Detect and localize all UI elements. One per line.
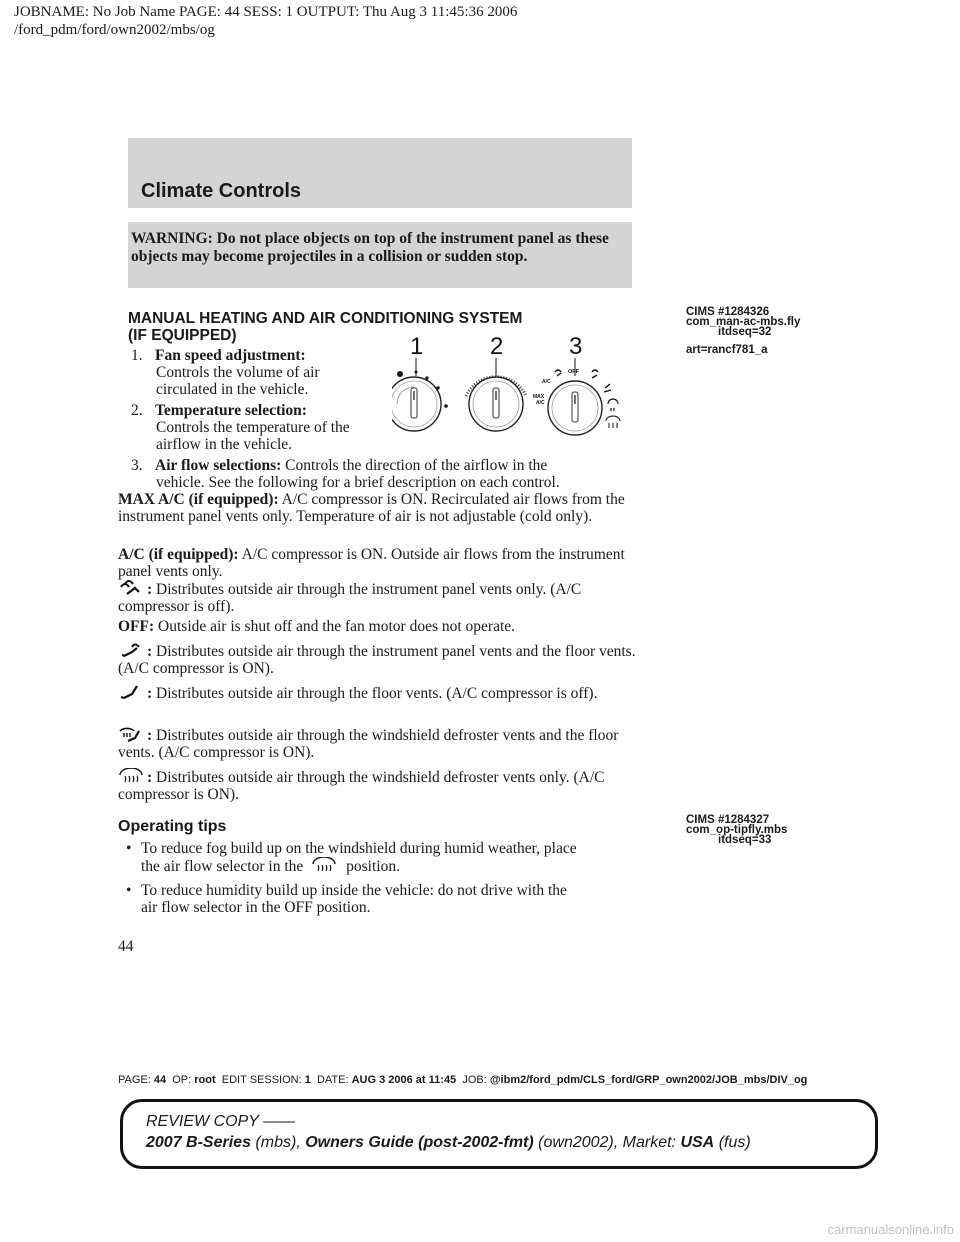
defrost-icon <box>118 768 144 784</box>
ac-label: A/C <box>542 379 551 385</box>
item-text: Controls the volume of air <box>156 364 320 381</box>
tip-text: To reduce fog build up on the windshield during humid weather, place <box>141 840 577 857</box>
bullet: • <box>126 882 132 899</box>
callout-2: 2 <box>490 333 504 360</box>
watermark: carmanualsonline.info <box>827 1222 954 1237</box>
job-header-line1: JOBNAME: No Job Name PAGE: 44 SESS: 1 OUTPUT: Thu Aug 3 11:45:36 2006 <box>14 4 518 20</box>
item-title: Temperature selection: <box>155 402 307 419</box>
warning-text: WARNING: Do not place objects on top of the instrument panel as these objects may become projectiles in a collision or sudden stop. <box>131 230 609 265</box>
footer-label: JOB: <box>462 1074 487 1086</box>
review-market: USA <box>680 1134 715 1151</box>
footer-label: PAGE: <box>118 1074 151 1086</box>
footer-value: AUG 3 2006 at 11:45 <box>351 1074 457 1086</box>
tip-text: position. <box>346 858 400 875</box>
max-label: MAX <box>533 394 545 400</box>
review-copy-label: REVIEW COPY —— <box>146 1113 296 1130</box>
item-number: 2. <box>131 402 143 419</box>
footer-value: @ibm2/ford_pdm/CLS_ford/GRP_own2002/JOB_mbs/DIV_og <box>489 1074 808 1086</box>
mode-text: Distributes outside air through the floor vents. (A/C compressor is off). <box>156 685 598 702</box>
mode-defrost <box>118 768 638 803</box>
item-temperature <box>131 402 381 453</box>
floor-defrost-icon <box>118 726 144 742</box>
item-text: Controls the temperature of the <box>156 419 350 436</box>
mode-ac <box>118 546 638 580</box>
mode-text: Distributes outside air through the instrument panel vents only. (A/C compressor is off). <box>118 581 582 615</box>
footer-label: EDIT SESSION: <box>221 1074 302 1086</box>
floor-mini-icon <box>604 384 611 392</box>
tips-heading: Operating tips <box>118 818 227 835</box>
floor-defrost-mini-icon <box>608 399 618 411</box>
mode-label: : <box>147 685 153 702</box>
item-text: airflow in the vehicle. <box>156 436 293 453</box>
defrost-icon <box>311 857 337 873</box>
mode-floor <box>118 684 638 702</box>
mode-label: A/C (if equipped): <box>118 546 239 563</box>
item-air-flow <box>131 457 641 491</box>
mode-text: Distributes outside air through the instrument panel vents and the floor vents. (A/C compressor is ON). <box>118 643 636 677</box>
floor-vent-icon <box>118 684 144 700</box>
mode-label: : <box>147 643 153 660</box>
mode-text: A/C compressor is ON. Recirculated air flows from the instrument panel vents only. Temperature of air is not adjustable (cold only). <box>118 491 625 525</box>
mode-panel-floor <box>118 642 638 677</box>
page-number: 44 <box>118 938 134 955</box>
item-number: 3. <box>131 457 143 474</box>
air-flow-knob <box>533 369 620 435</box>
item-text: circulated in the vehicle. <box>156 381 309 398</box>
max-ac-label: A/C <box>536 400 545 406</box>
system-heading-line2: (IF EQUIPPED) <box>128 327 237 344</box>
cims-ref-2-seq: itdseq=33 <box>718 834 772 846</box>
tip-humidity <box>126 882 646 916</box>
item-fan-speed <box>131 347 371 398</box>
tip-fog <box>126 840 646 875</box>
tip-text: To reduce humidity build up inside the vehicle: do not drive with the <box>141 882 567 899</box>
mode-floor-defrost <box>118 726 638 761</box>
tip-text: the air flow selector in the <box>141 858 304 875</box>
panel-floor-icon <box>118 642 144 658</box>
review-model: 2007 B-Series <box>146 1134 251 1151</box>
review-separator: , <box>296 1134 301 1151</box>
mode-text: Distributes outside air through the windshield defroster vents only. (A/C compressor is ON). <box>118 769 605 803</box>
cims-ref-1-file: com_man-ac-mbs.fly <box>686 316 801 328</box>
callout-3: 3 <box>569 333 583 360</box>
footer-value: 44 <box>153 1074 167 1086</box>
fan-speed-knob <box>392 371 448 432</box>
item-title: Air flow selections: <box>155 457 282 474</box>
cims-ref-1-art: art=rancf781_a <box>686 344 768 356</box>
fan-icon <box>397 371 403 377</box>
footer-job-info <box>118 1074 807 1086</box>
footer-value: 1 <box>304 1074 311 1086</box>
mode-max-ac <box>118 491 638 525</box>
panel-vent-icon <box>118 580 144 596</box>
item-title: Fan speed adjustment: <box>155 347 306 364</box>
cims-ref-1-id: CIMS #1284326 <box>686 306 770 318</box>
cims-ref-2-file: com_op-tipfly.mbs <box>686 824 788 836</box>
review-market-code: (fus) <box>718 1134 751 1151</box>
footer-value: root <box>194 1074 216 1086</box>
review-model-code: (mbs) <box>255 1134 297 1151</box>
tip-text: air flow selector in the OFF position. <box>141 899 371 916</box>
cims-ref-2 <box>686 815 787 845</box>
climate-controls-illustration <box>392 332 642 438</box>
mode-off <box>118 618 638 635</box>
system-heading-line1: MANUAL HEATING AND AIR CONDITIONING SYSTEM <box>128 310 523 327</box>
footer-label: OP: <box>172 1074 192 1086</box>
panel-floor-mini-icon <box>592 370 598 378</box>
item-text: vehicle. See the following for a brief description on each control. <box>156 474 560 491</box>
mode-label: : <box>147 769 153 786</box>
footer-label: DATE: <box>316 1074 349 1086</box>
callout-1: 1 <box>410 333 424 360</box>
job-header-path: /ford_pdm/ford/own2002/mbs/og <box>14 22 215 38</box>
bullet: • <box>126 840 132 857</box>
mode-label: : <box>147 727 153 744</box>
cims-ref-1-seq: itdseq=32 <box>718 326 772 338</box>
item-number: 1. <box>131 347 143 364</box>
review-guide: Owners Guide (post-2002-fmt) <box>305 1134 534 1151</box>
temperature-knob <box>466 377 526 431</box>
mode-text: A/C compressor is ON. Outside air flows from the instrument panel vents only. <box>118 546 625 580</box>
defrost-mini-icon <box>606 416 620 428</box>
cims-ref-2-id: CIMS #1284327 <box>686 814 770 826</box>
review-copy-details <box>146 1134 751 1152</box>
off-label: OFF <box>568 369 579 375</box>
panel-vent-mini-icon <box>555 370 561 376</box>
item-text: Controls the direction of the airflow in the <box>285 457 548 474</box>
mode-text: Outside air is shut off and the fan motor does not operate. <box>158 618 516 635</box>
review-guide-code: (own2002) <box>538 1134 614 1151</box>
mode-label: : <box>147 581 153 598</box>
mode-panel <box>118 580 638 615</box>
mode-text: Distributes outside air through the windshield defroster vents and the floor vents. (A/C compressor is ON). <box>118 727 619 761</box>
mode-label: OFF: <box>118 618 155 635</box>
review-separator: , Market: <box>613 1134 676 1151</box>
section-title: Climate Controls <box>141 180 302 202</box>
mode-label: MAX A/C (if equipped): <box>118 491 279 508</box>
cims-ref-1 <box>686 307 800 355</box>
